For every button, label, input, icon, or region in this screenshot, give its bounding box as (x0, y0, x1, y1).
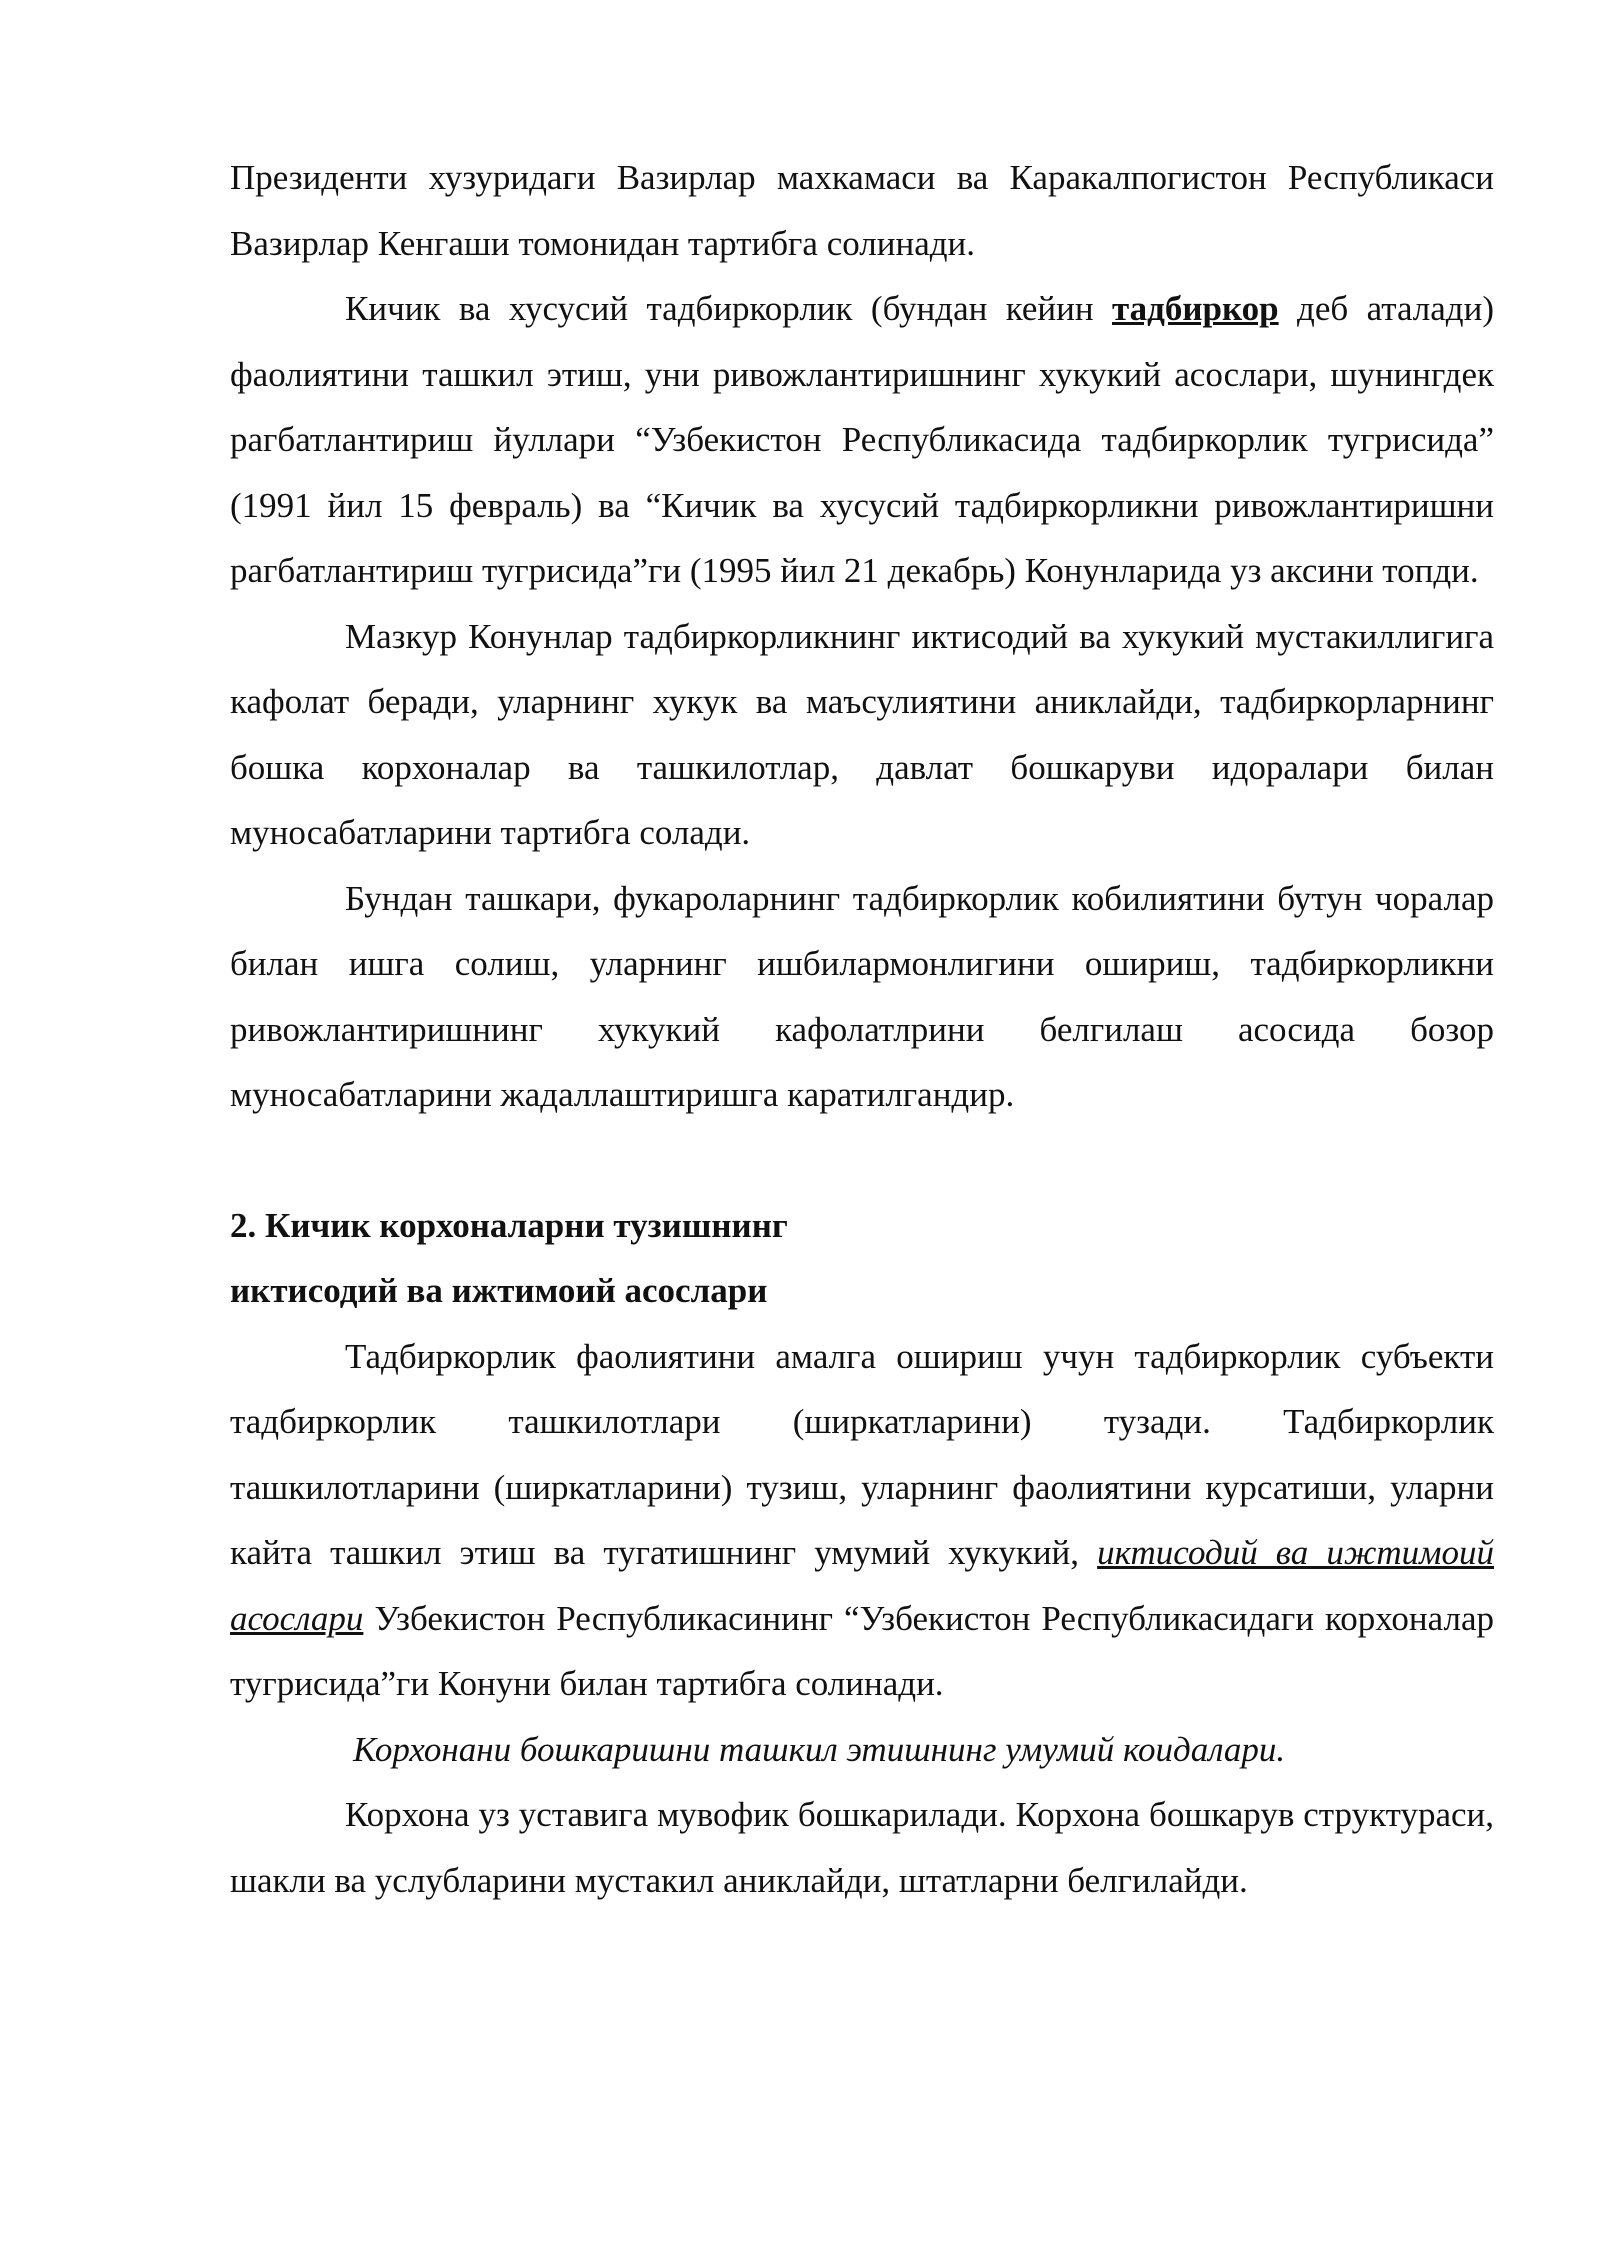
section-gap (230, 1128, 1494, 1193)
paragraph-2-text-a: Кичик ва хусусий тадбиркорлик (бундан кейин (345, 289, 1113, 328)
paragraph-4: Бундан ташкари, фукароларнинг тадбиркорлик кобилиятини бутун чоралар билан ишга солиш, уларнинг ишбилармонлигини ошириш, тадбиркорликни ривожлантиришнинг хукукий кафолатлрини белгилаш асосида бозор муносабатларини жадаллаштиришга каратилгандир. (230, 878, 1494, 1114)
paragraph-2-term: тадбиркор (1112, 289, 1279, 328)
paragraph-6-subheading: Корхонани бошкаришни ташкил этишнинг умумий коидалари. (353, 1729, 1286, 1769)
paragraph-1: Президенти хузуридаги Вазирлар махкамаси ва Каракалпогистон Республикаси Вазирлар Кенгаши томонидан тартибга солинади. (230, 158, 1494, 263)
paragraph-2-text-c: деб аталади) фаолиятини ташкил этиш, уни ривожлантиришнинг хукукий асослари, шунингдек рагбатлантириш йуллари “Узбекистон Республикасида тадбиркорлик тугрисида” (1991 йил 15 февраль) ва “Кичик ва хусусий тадбиркорликни ривожлантиришни рагбатлантириш тугрисида”ги (1995 йил 21 декабрь) Конунларида уз аксини топди. (230, 289, 1494, 590)
document-page (230, 145, 1494, 1913)
paragraph-5-emphasis: иктисодий ва ижтимоий асослари (230, 1533, 1494, 1638)
paragraph-5-text-a: Тадбиркорлик фаолиятини амалга ошириш учун тадбиркорлик субъекти тадбиркорлик ташкилотлари (ширкатларини) тузади. Тадбиркорлик ташкилотларини (ширкатларини) тузиш, уларнинг фаолиятини курсатиши, уларни кайта ташкил этиш ва тугатишнинг умумий хукукий, (230, 1336, 1494, 1572)
section-heading-line-1: 2. Кичик корхоналарни тузишнинг (230, 1205, 788, 1245)
paragraph-7: Корхона уз уставига мувофик бошкарилади. Корхона бошкарув структураси, шакли ва услубларини мустакил аниклайди, штатларни белгилайди. (230, 1795, 1494, 1900)
paragraph-3: Мазкур Конунлар тадбиркорликнинг иктисодий ва хукукий мустакиллигига кафолат беради, уларнинг хукук ва маъсулиятини аниклайди, тадбиркорларнинг бошка корхоналар ва ташкилотлар, давлат бошкаруви идоралари билан муносабатларини тартибга солади. (230, 616, 1494, 852)
paragraph-2 (230, 276, 1494, 604)
section-heading-line-2: иктисодий ва ижтимоий асослари (230, 1271, 768, 1310)
paragraph-5 (230, 1324, 1494, 1717)
paragraph-5-text-c: Узбекистон Республикасининг “Узбекистон Республикасидаги корхоналар тугрисида”ги Конуни билан тартибга солинади. (230, 1598, 1494, 1703)
